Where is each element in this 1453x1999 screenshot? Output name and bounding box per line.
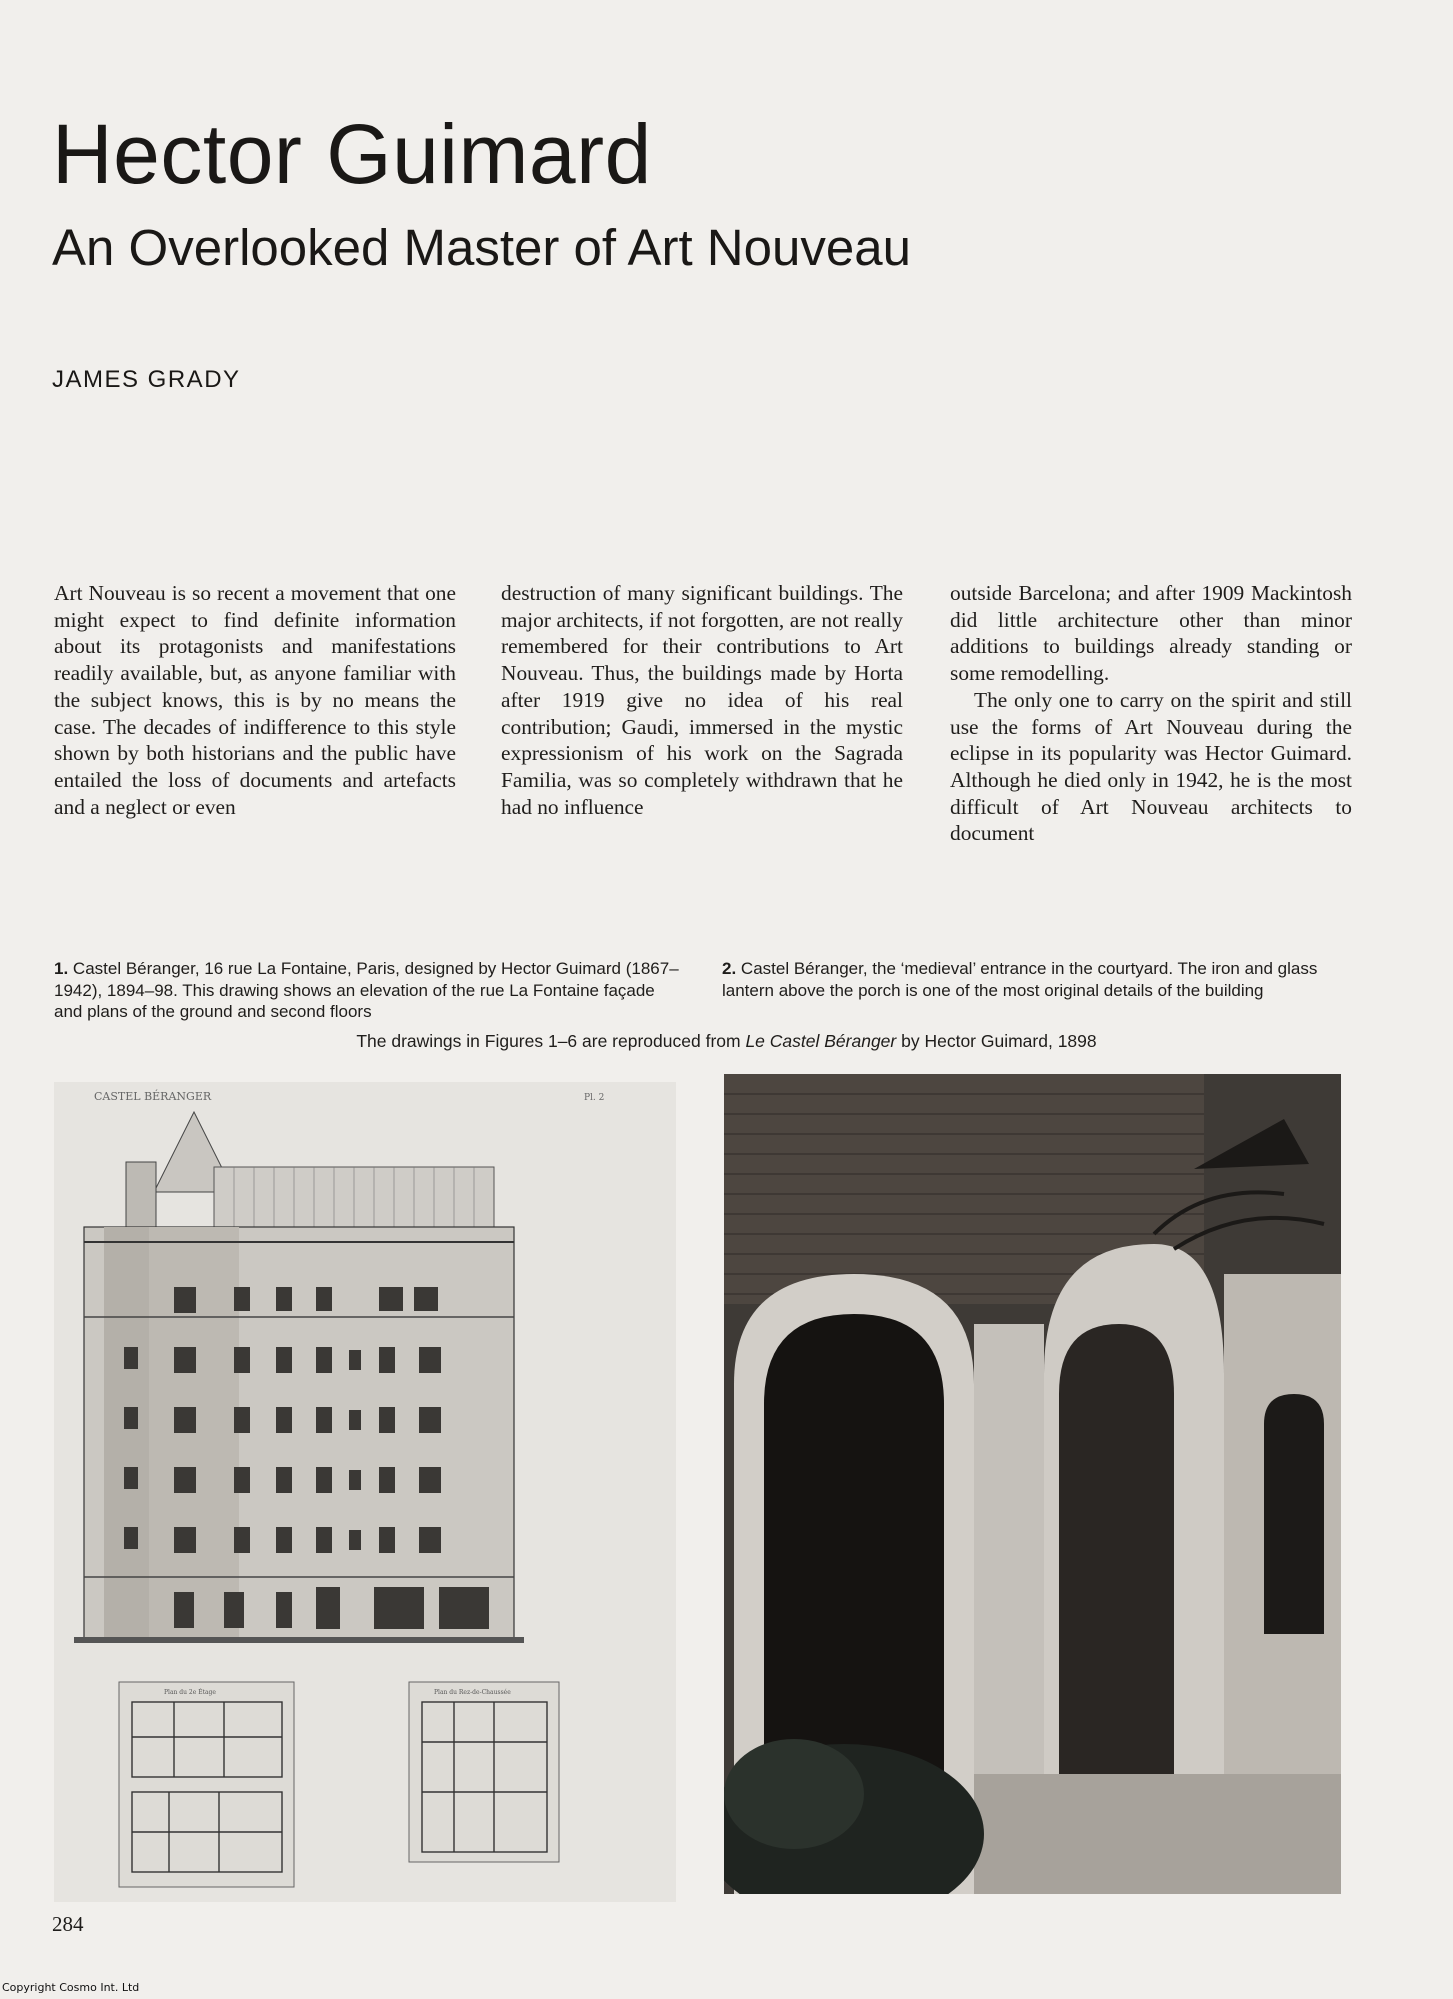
- plan-right-label: Plan du Rez-de-Chaussée: [434, 1689, 511, 1696]
- plate-number: Pl. 2: [584, 1093, 605, 1103]
- figure-2-caption: [722, 958, 1350, 1001]
- figure-2-entrance-photo: [724, 1074, 1341, 1894]
- sheet-title: CASTEL BÉRANGER: [94, 1090, 212, 1103]
- article-subtitle: An Overlooked Master of Art Nouveau: [52, 219, 911, 276]
- figure-1-number: 1.: [54, 959, 69, 978]
- figure-1-caption: [54, 958, 682, 1023]
- body-paragraph: The only one to carry on the spirit and still use the forms of Art Nouveau during the eclipse in its popularity was Hector Guimard. Although he died only in 1942, he is the most difficult of Art Nouveau architects to document: [950, 687, 1352, 846]
- figure-2-number: 2.: [722, 959, 737, 978]
- plan-left-label: Plan du 2e Étage: [164, 1689, 216, 1696]
- figure-1-elevation-drawing: [54, 1082, 676, 1902]
- copyright-notice: Copyright Cosmo Int. Ltd: [2, 1981, 140, 1994]
- figure-1-caption-text: Castel Béranger, 16 rue La Fontaine, Paris, designed by Hector Guimard (1867–1942), 1894–98. This drawing shows an elevation of the rue La Fontaine façade and plans of the ground and second floors: [54, 959, 679, 1021]
- body-paragraph: outside Barcelona; and after 1909 Mackintosh did little architecture other than minor additions to buildings already standing or some remodelling.: [950, 581, 1352, 686]
- body-paragraph: destruction of many significant buildings. The major architects, if not forgotten, are not really remembered for their contributions to Art Nouveau. Thus, the buildings made by Horta after 1919 give no idea of his real contribution; Gaudi, immersed in the mystic expressionism of his work on the Sagrada Familia, was so completely withdrawn that he had no influence: [501, 581, 903, 819]
- author-byline: JAMES GRADY: [52, 366, 241, 393]
- credit-book-title: Le Castel Béranger: [745, 1031, 897, 1051]
- body-column-3: [950, 580, 1352, 847]
- elevation-drawing-image: [54, 1082, 676, 1902]
- entrance-photo-image: [724, 1074, 1341, 1894]
- figure-2-caption-text: Castel Béranger, the ‘medieval’ entrance in the courtyard. The iron and glass lantern above the porch is one of the most original details of the building: [722, 959, 1318, 1000]
- body-column-2: [501, 580, 903, 820]
- body-paragraph: Art Nouveau is so recent a movement that one might expect to find definite information about its protagonists and manifestations readily available, but, as anyone familiar with the subject knows, this is by no means the case. The decades of indifference to this style shown by both historians and the public have entailed the loss of documents and artefacts and a neglect or even: [54, 581, 456, 819]
- figure-credit: The drawings in Figures 1–6 are reproduced from Le Castel Béranger by Hector Guimard, 1898: [356, 1031, 1097, 1051]
- body-column-1: [54, 580, 456, 820]
- article-title: Hector Guimard: [52, 107, 652, 201]
- page-number: 284: [52, 1912, 84, 1936]
